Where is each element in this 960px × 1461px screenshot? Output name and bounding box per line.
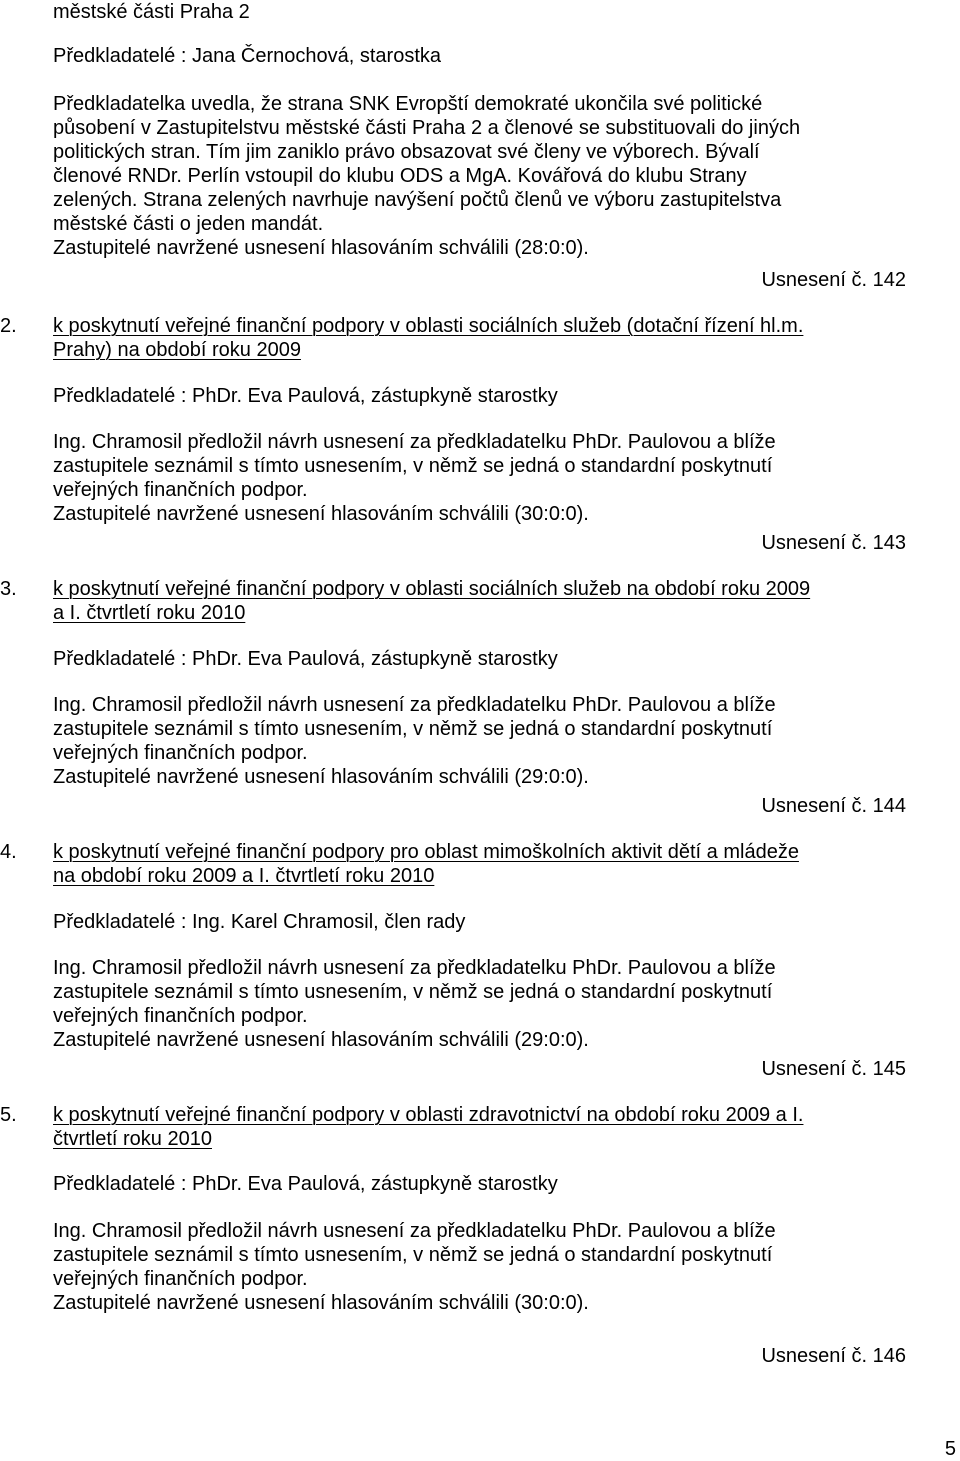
item-title (53, 1103, 913, 1151)
resolution-number: Usnesení č. 145 (761, 1058, 906, 1080)
item-title-line: k poskytnutí veřejné finanční podpory v oblasti sociálních služeb na období roku 2009 (53, 578, 811, 600)
item-number: 2. (0, 315, 17, 337)
item-title (53, 314, 913, 362)
body-line: Ing. Chramosil předložil návrh usnesení za předkladatelku PhDr. Paulovou a blíže (53, 957, 776, 979)
body-line: Ing. Chramosil předložil návrh usnesení za předkladatelku PhDr. Paulovou a blíže (53, 1220, 776, 1242)
vote-result: Zastupitelé navržené usnesení hlasováním schválili (30:0:0). (53, 503, 589, 525)
item-number: 5. (0, 1104, 17, 1126)
resolution-number: Usnesení č. 146 (761, 1345, 906, 1367)
item-presenter (53, 647, 913, 671)
item-title-line: k poskytnutí veřejné finanční podpory pro oblast mimoškolních aktivit dětí a mládeže (53, 841, 799, 863)
presenter-line: Předkladatelé : PhDr. Eva Paulová, zástupkyně starostky (53, 648, 558, 670)
presenter-line: Předkladatelé : PhDr. Eva Paulová, zástupkyně starostky (53, 385, 558, 407)
body-line: politických stran. Tím jim zaniklo právo obsazovat své členy ve výborech. Bývalí (53, 141, 760, 163)
presenter-line: Předkladatelé : PhDr. Eva Paulová, zástupkyně starostky (53, 1173, 558, 1195)
item-body (53, 1219, 913, 1315)
item-title-line: na období roku 2009 a I. čtvrtletí roku 2010 (53, 865, 435, 887)
body-line: Ing. Chramosil předložil návrh usnesení za předkladatelku PhDr. Paulovou a blíže (53, 431, 776, 453)
resolution-number: Usnesení č. 142 (761, 269, 906, 291)
intro-body (53, 92, 913, 260)
item-body (53, 430, 913, 526)
item-number: 3. (0, 578, 17, 600)
body-line: členové RNDr. Perlín vstoupil do klubu ODS a MgA. Kovářová do klubu Strany (53, 165, 747, 187)
body-line: zastupitele seznámil s tímto usnesením, v němž se jedná o standardní poskytnutí (53, 455, 773, 477)
presenter-line: Předkladatelé : Jana Černochová, starostka (53, 45, 441, 67)
item-number: 4. (0, 841, 17, 863)
item-title-line: a I. čtvrtletí roku 2010 (53, 602, 246, 624)
body-line: zastupitele seznámil s tímto usnesením, v němž se jedná o standardní poskytnutí (53, 981, 773, 1003)
body-line: veřejných finančních podpor. (53, 742, 308, 764)
vote-result: Zastupitelé navržené usnesení hlasováním schválili (28:0:0). (53, 237, 589, 259)
intro-presenter (53, 44, 913, 68)
item-title-line: k poskytnutí veřejné finanční podpory v oblasti zdravotnictví na období roku 2009 a I. (53, 1104, 804, 1126)
item-title-line: k poskytnutí veřejné finanční podpory v oblasti sociálních služeb (dotační řízení hl.m. (53, 315, 804, 337)
resolution-number: Usnesení č. 144 (761, 795, 906, 817)
body-line: zastupitele seznámil s tímto usnesením, v němž se jedná o standardní poskytnutí (53, 1244, 773, 1266)
intro-heading-text: městské části Praha 2 (53, 1, 250, 23)
resolution-number: Usnesení č. 143 (761, 532, 906, 554)
item-title-line: čtvrtletí roku 2010 (53, 1128, 212, 1150)
body-line: veřejných finančních podpor. (53, 479, 308, 501)
item-presenter (53, 910, 913, 934)
body-line: Ing. Chramosil předložil návrh usnesení za předkladatelku PhDr. Paulovou a blíže (53, 694, 776, 716)
vote-result: Zastupitelé navržené usnesení hlasováním schválili (29:0:0). (53, 766, 589, 788)
body-line: veřejných finančních podpor. (53, 1005, 308, 1027)
item-title (53, 840, 913, 888)
vote-result: Zastupitelé navržené usnesení hlasováním schválili (30:0:0). (53, 1292, 589, 1314)
item-title (53, 577, 913, 625)
item-presenter (53, 1172, 913, 1196)
body-line: působení v Zastupitelstvu městské části Praha 2 a členové se substituovali do jiných (53, 117, 801, 139)
body-line: zastupitele seznámil s tímto usnesením, v němž se jedná o standardní poskytnutí (53, 718, 773, 740)
body-line: zelených. Strana zelených navrhuje navýšení počtů členů ve výboru zastupitelstva (53, 189, 782, 211)
item-body (53, 693, 913, 789)
body-line: Předkladatelka uvedla, že strana SNK Evropští demokraté ukončila své politické (53, 93, 763, 115)
body-line: městské části o jeden mandát. (53, 213, 324, 235)
body-line: veřejných finančních podpor. (53, 1268, 308, 1290)
item-body (53, 956, 913, 1052)
intro-heading (53, 0, 913, 24)
presenter-line: Předkladatelé : Ing. Karel Chramosil, člen rady (53, 911, 466, 933)
vote-result: Zastupitelé navržené usnesení hlasováním schválili (29:0:0). (53, 1029, 589, 1051)
page-number: 5 (944, 1438, 956, 1460)
item-presenter (53, 384, 913, 408)
item-title-line: Prahy) na období roku 2009 (53, 339, 301, 361)
